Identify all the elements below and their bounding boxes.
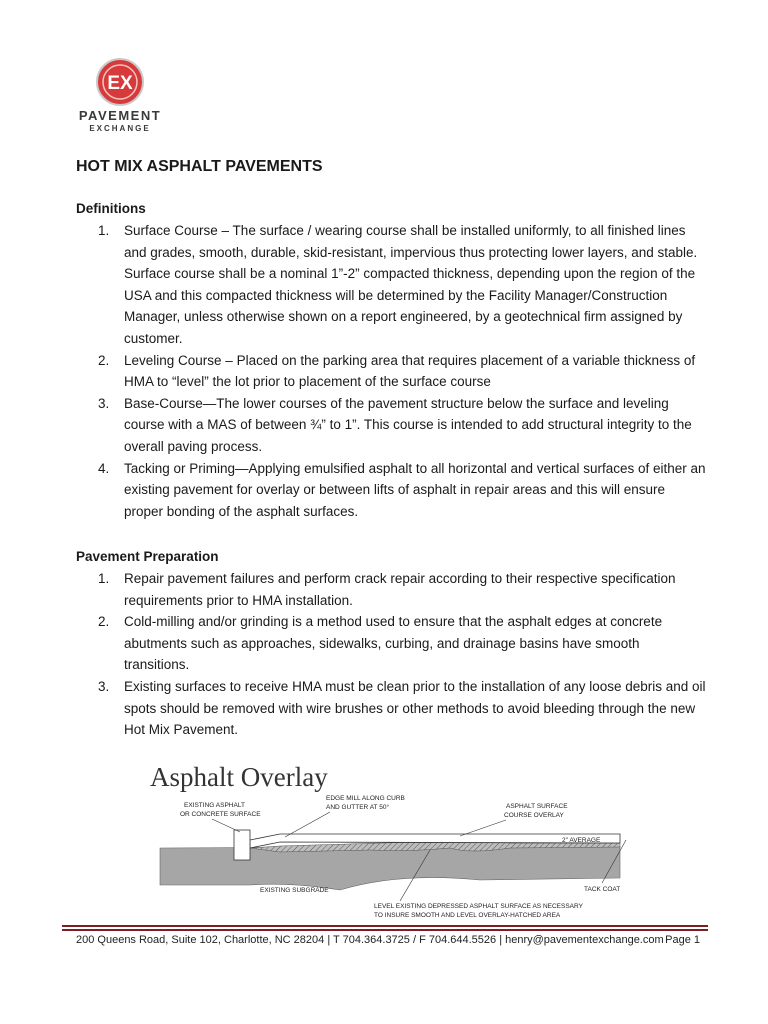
list-number: 2. xyxy=(98,614,110,630)
list-number: 3. xyxy=(98,395,110,411)
list-item xyxy=(76,568,706,611)
label-surface-2: COURSE OVERLAY xyxy=(504,812,564,819)
list-item xyxy=(76,350,706,393)
existing-subgrade-shape xyxy=(160,846,620,890)
definitions-list xyxy=(76,220,706,522)
label-tack: TACK COAT xyxy=(584,886,621,893)
list-text: Existing surfaces to receive HMA must be clean prior to the installation of any loose debris and oil spots should be removed with wire brushes or other methods to avoid bleeding through the new Hot Mix Pavement. xyxy=(124,678,706,738)
company-logo xyxy=(76,56,166,136)
list-number: 1. xyxy=(98,223,110,238)
leader-line xyxy=(212,819,240,832)
footer-rule-top xyxy=(62,925,708,927)
list-number: 3. xyxy=(98,678,110,694)
label-subgrade: EXISTING SUBGRADE xyxy=(260,887,329,894)
list-item xyxy=(76,458,706,523)
label-average: 2" AVERAGE xyxy=(562,837,601,844)
definitions-heading: Definitions xyxy=(76,201,146,216)
list-number: 1. xyxy=(98,571,110,586)
list-text: Leveling Course – Placed on the parking area that requires placement of a variable thickness of HMA to “level” the lot prior to placement of the surface course xyxy=(124,352,696,390)
list-text: Surface Course – The surface / wearing course shall be installed uniformly, to all finished lines and grades, smooth, durable, skid-resistant, impervious thus protecting lower layers, and stable. Surface course shall be a nominal 1”-2” compacted thickness, depending upon the region of the USA and this compacted thickness will be determined by the Facility Manager/Construction Manager, unless otherwise shown on a report engineered, by a geotechnical firm assigned by customer. xyxy=(124,223,698,346)
list-text: Tacking or Priming—Applying emulsified asphalt to all horizontal and vertical surfaces of either an existing pavement for overlay or between lifts of asphalt in repair areas and this will ensure proper bonding of the asphalt surfaces. xyxy=(124,460,706,519)
list-text: Repair pavement failures and perform crack repair according to their respective specification requirements prior to HMA installation. xyxy=(124,571,676,608)
list-item xyxy=(76,676,706,741)
logo-mark-icon xyxy=(94,56,146,108)
preparation-list xyxy=(76,568,706,741)
page-title: HOT MIX ASPHALT PAVEMENTS xyxy=(76,158,323,175)
leader-line xyxy=(285,812,330,837)
logo-word-exchange: EXCHANGE xyxy=(89,124,151,133)
list-item xyxy=(76,393,706,458)
list-number: 4. xyxy=(98,460,110,476)
curb-block xyxy=(234,830,250,860)
label-edge-1: EDGE MILL ALONG CURB xyxy=(326,795,405,802)
footer-rule-bottom xyxy=(62,929,708,931)
label-surface-1: ASPHALT SURFACE xyxy=(506,803,568,810)
list-item xyxy=(76,220,706,350)
list-text: Base-Course—The lower courses of the pavement structure below the surface and leveling course with a MAS of between ¾” to 1”. This course is intended to add structural integrity to the overall paving process. xyxy=(124,395,692,454)
leader-line xyxy=(460,820,506,836)
page-number: Page 1 xyxy=(665,934,700,946)
preparation-heading: Pavement Preparation xyxy=(76,549,219,564)
logo-mark-text: EX xyxy=(107,73,133,94)
label-existing-1: EXISTING ASPHALT xyxy=(184,802,245,809)
list-text: Cold-milling and/or grinding is a method used to ensure that the asphalt edges at concrete abutments such as approaches, sidewalks, curbing, and drainage basins have smooth transitions. xyxy=(124,614,663,673)
list-number: 2. xyxy=(98,352,110,368)
asphalt-overlay-diagram xyxy=(150,790,630,920)
figure-title: Asphalt Overlay xyxy=(150,762,328,792)
label-existing-2: OR CONCRETE SURFACE xyxy=(180,811,261,818)
footer-address: 200 Queens Road, Suite 102, Charlotte, NC 28204 | T 704.364.3725 / F 704.644.5526 | henry@pavementexchange.com xyxy=(76,934,664,946)
label-level-1: LEVEL EXISTING DEPRESSED ASPHALT SURFACE AS NECESSARY xyxy=(374,903,583,910)
label-edge-2: AND GUTTER AT 50° xyxy=(326,804,390,811)
logo-word-pavement: PAVEMENT xyxy=(78,108,162,123)
list-item xyxy=(76,611,706,676)
label-level-2: TO INSURE SMOOTH AND LEVEL OVERLAY-HATCHED AREA xyxy=(374,912,561,919)
